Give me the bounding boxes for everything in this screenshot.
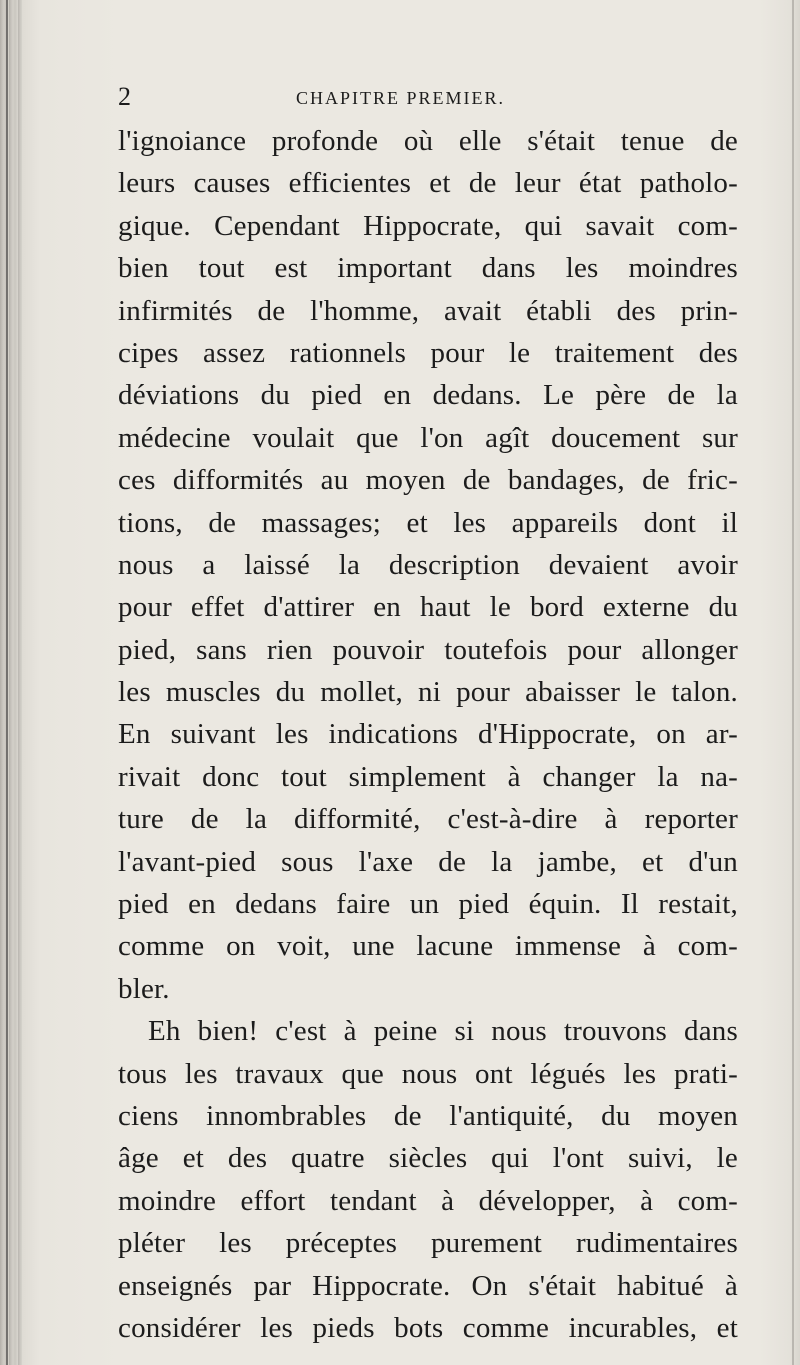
- text-line: âge et des quatre siècles qui l'ont suivi, le: [118, 1142, 738, 1175]
- page-number: 2: [118, 82, 131, 111]
- text-line: rivait donc tout simplement à changer la na-: [118, 760, 738, 793]
- text-line: ture de la difformité, c'est-à-dire à reporter: [118, 803, 738, 836]
- body-text: [118, 120, 738, 1349]
- text-line: tions, de massages; et les appareils dont il: [118, 506, 738, 539]
- chapter-heading: CHAPITRE PREMIER.: [296, 88, 506, 108]
- text-line: comme on voit, une lacune immense à com-: [118, 930, 738, 963]
- text-line: Eh bien! c'est à peine si nous trouvons dans: [148, 1015, 738, 1048]
- text-line: l'ignoiance profonde où elle s'était tenue de: [118, 125, 738, 157]
- binding-line: [6, 0, 8, 1365]
- text-line: pléter les préceptes purement rudimentaires: [118, 1227, 738, 1260]
- text-line: pour effet d'attirer en haut le bord externe du: [118, 591, 738, 624]
- text-line: tous les travaux que nous ont légués les prati-: [118, 1057, 738, 1090]
- text-line: considérer les pieds bots comme incurables, et: [118, 1311, 738, 1344]
- text-line: pied, sans rien pouvoir toutefois pour allonger: [118, 633, 738, 666]
- text-line: cipes assez rationnels pour le traitement des: [118, 336, 738, 369]
- text-line: déviations du pied en dedans. Le père de la: [118, 379, 738, 412]
- text-line: bler.: [118, 972, 170, 1005]
- text-line: bien tout est important dans les moindres: [118, 252, 738, 285]
- text-line: les muscles du mollet, ni pour abaisser le talon.: [118, 676, 738, 709]
- page-edge: [792, 0, 794, 1365]
- text-line: ciens innombrables de l'antiquité, du moyen: [118, 1099, 738, 1132]
- text-line: l'avant-pied sous l'axe de la jambe, et d'un: [118, 845, 738, 878]
- text-line: nous a laissé la description devaient avoir: [118, 548, 738, 581]
- text-line: médecine voulait que l'on agît doucement sur: [118, 421, 738, 454]
- text-line: moindre effort tendant à développer, à com-: [118, 1184, 738, 1217]
- text-line: ces difformités au moyen de bandages, de fric-: [118, 464, 738, 497]
- running-head: [118, 82, 738, 112]
- text-line: En suivant les indications d'Hippocrate, on ar-: [118, 718, 738, 751]
- text-line: gique. Cependant Hippocrate, qui savait com-: [118, 209, 738, 242]
- text-line: leurs causes efficientes et de leur état patholo-: [118, 167, 738, 200]
- text-line: infirmités de l'homme, avait établi des prin-: [118, 294, 738, 327]
- text-line: pied en dedans faire un pied équin. Il restait,: [118, 888, 738, 921]
- page-gutter: [0, 0, 22, 1365]
- text-line: enseignés par Hippocrate. On s'était habitué à: [118, 1269, 738, 1302]
